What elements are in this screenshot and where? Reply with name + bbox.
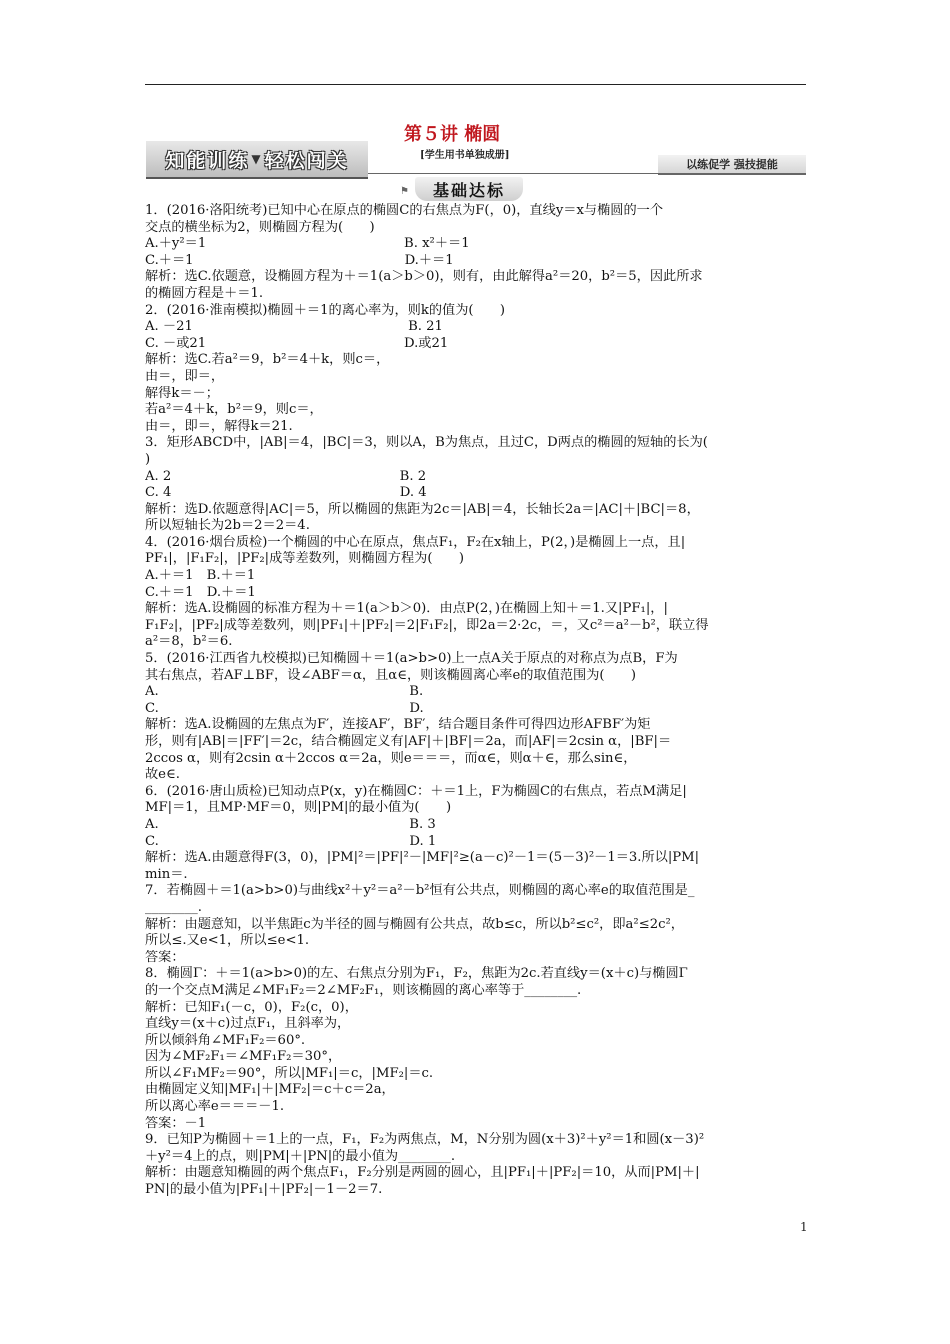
text-line: PN|的最小值为|PF₁|＋|PF₂|－1－2＝7. xyxy=(145,1182,383,1198)
text-line: 解析：由题意知，以半焦距c为半径的圆与椭圆有公共点，故b≤c，所以b²≤c²，即a²≤2c²， xyxy=(145,916,684,932)
text-line: 的一个交点M满足∠MF₁F₂＝2∠MF₂F₁，则该椭圆的离心率等于________. xyxy=(145,982,582,998)
text-line: A. B. xyxy=(145,684,424,700)
text-line: 3．矩形ABCD中，|AB|＝4，|BC|＝3，则以A，B为焦点，且过C，D两点的椭圆的短轴的长为( xyxy=(145,435,708,451)
text-line: A.＋y²＝1 B. x²＋＝1 xyxy=(145,236,470,252)
text-line: C. －或21 D.或21 xyxy=(145,335,449,351)
page-number: 1 xyxy=(800,1220,808,1234)
text-line: 由＝，即＝， xyxy=(145,368,225,384)
top-rule xyxy=(145,84,806,85)
text-line: 解析：选A.由题意得F(3，0)，|PM|²＝|PF|²－|MF|²≥(a－c)²－1＝(5－3)²－1＝3.所以|PM| xyxy=(145,850,700,866)
text-line: C.＋＝1 D.＋＝1 xyxy=(145,584,256,600)
text-line: 直线y＝(x＋c)过点F₁，且斜率为， xyxy=(145,1016,351,1032)
text-line: 1．(2016·洛阳统考)已知中心在原点的椭圆C的右焦点为F(，0)，直线y＝x与椭圆的一个 xyxy=(145,203,664,218)
text-line: 的椭圆方程是＋＝1. xyxy=(145,285,264,301)
text-line: A.＋＝1 B.＋＝1 xyxy=(145,568,256,584)
text-line: 9．已知P为椭圆＋＝1上的一点，F₁，F₂为两焦点，M，N分别为圆(x＋3)²＋y²＝1和圆(x－3)² xyxy=(145,1132,705,1148)
text-line: 2．(2016·淮南模拟)椭圆＋＝1的离心率为，则k的值为( ) xyxy=(145,302,506,318)
text-line: 答案： xyxy=(145,949,185,965)
slogan: 以练促学 强技提能 xyxy=(658,155,806,175)
text-line: 解析：由题意知椭圆的两个焦点F₁，F₂分别是两圆的圆心，且|PF₁|＋|PF₂|＝10，从而|PM|＋| xyxy=(145,1165,700,1181)
section-title: 基础达标 xyxy=(415,177,523,201)
text-line: 所以∠F₁MF₂＝90°，所以|MF₁|＝c，|MF₂|＝c. xyxy=(145,1065,434,1081)
text-line: C.＋＝1 D.＋＝1 xyxy=(145,252,454,268)
text-line: a²＝8，b²＝6. xyxy=(145,634,233,650)
banner-right-text: 轻松闯关 xyxy=(264,149,349,172)
triangle-down-icon: ▼ xyxy=(251,152,263,166)
text-line: 若a²＝4＋k，b²＝9，则c＝， xyxy=(145,402,323,418)
text-line: 解析：选C.若a²＝9，b²＝4＋k，则c＝， xyxy=(145,352,390,368)
text-line: 答案：－1 xyxy=(145,1115,207,1131)
text-line: PF₁|，|F₁F₂|，|PF₂|成等差数列，则椭圆方程为( ) xyxy=(145,551,464,567)
text-line: C. D. 1 xyxy=(145,833,437,849)
decorative-flag-icon: ⚑ xyxy=(400,186,409,197)
text-line: 6．(2016·唐山质检)已知动点P(x，y)在椭圆C：＋＝1上，F为椭圆C的右焦点，若点M满足| xyxy=(145,783,687,799)
text-line: 由椭圆定义知|MF₁|＋|MF₂|＝c＋c＝2a， xyxy=(145,1082,395,1098)
text-line: 8．椭圆Γ：＋＝1(a>b>0)的左、右焦点分别为F₁，F₂，焦距为2c.若直线y＝(x＋c)与椭圆Γ xyxy=(145,966,688,982)
text-line: 因为∠MF₂F₁＝∠MF₁F₂＝30°， xyxy=(145,1049,342,1065)
text-line: 所以短轴长为2b＝2＝2＝4. xyxy=(145,518,310,534)
text-line: 5．(2016·江西省九校模拟)已知椭圆＋＝1(a>b>0)上一点A关于原点的对称点为点B，F为 xyxy=(145,651,678,667)
text-line: ) xyxy=(145,451,151,467)
header-divider xyxy=(368,173,658,174)
text-line: MF|＝1，且MP·MF＝0，则|PM|的最小值为( ) xyxy=(145,800,452,816)
text-line: ________. xyxy=(145,899,202,915)
text-line: 所以离心率e＝＝＝－1. xyxy=(145,1099,285,1115)
text-line: C. D. xyxy=(145,700,424,716)
text-line: 故e∈. xyxy=(145,767,180,783)
chapter-title: 第５讲 椭圆 xyxy=(404,124,501,145)
text-line: 所以倾斜角∠MF₁F₂＝60°. xyxy=(145,1032,306,1048)
text-line: 解析：选D.依题意得|AC|＝5，所以椭圆的焦距为2c＝|AB|＝4，长轴长2a＝|AC|＋|BC|＝8， xyxy=(145,501,700,517)
text-line: ＋y²＝4上的点，则|PM|＋|PN|的最小值为________. xyxy=(145,1148,456,1164)
header-banner xyxy=(146,141,368,179)
text-line: 解析：选C.依题意，设椭圆方程为＋＝1(a＞b＞0)，则有，由此解得a²＝20，b²＝5，因此所求 xyxy=(145,269,703,285)
text-line: C. 4 D. 4 xyxy=(145,485,427,501)
banner-left-text: 知能训练 xyxy=(165,149,250,172)
text-line: 交点的横坐标为2，则椭圆方程为( ) xyxy=(145,219,375,235)
text-line: 解析：选A.设椭圆的左焦点为F′，连接AF′，BF′，结合题目条件可得四边形AFBF′为矩 xyxy=(145,717,651,733)
text-line: A. B. 3 xyxy=(145,816,436,832)
text-line: A. 2 B. 2 xyxy=(145,468,427,484)
text-line: 2ccos α，则有2csin α＋2ccos α＝2a，则e＝＝＝，而α∈，则α＋∈，那么sin∈， xyxy=(145,750,637,766)
text-line: A. －21 B. 21 xyxy=(145,319,443,335)
chapter-subtitle: [学生用书单独成册] xyxy=(420,150,510,161)
text-line: 形，则有|AB|＝|FF′|＝2c，结合椭圆定义有|AF|＋|BF|＝2a，而|AF|＝2csin α，|BF|＝ xyxy=(145,734,672,749)
text-line: 解得k＝－； xyxy=(145,385,219,401)
text-line: 所以≤.又e<1，所以≤e<1. xyxy=(145,933,310,949)
text-line: min＝. xyxy=(145,866,188,882)
text-line: F₁F₂|，|PF₂|成等差数列，则|PF₁|＋|PF₂|＝2|F₁F₂|，即2a＝2·2c，＝，又c²＝a²－b²，联立得 xyxy=(145,617,709,633)
text-line: 解析：选A.设椭圆的标准方程为＋＝1(a＞b＞0)．由点P(2，)在椭圆上知＋＝1.又|PF₁|，| xyxy=(145,601,668,617)
text-line: 解析：已知F₁(－c，0)，F₂(c，0)， xyxy=(145,999,358,1015)
text-line: 由＝，即＝，解得k＝21. xyxy=(145,418,293,434)
text-line: 其右焦点，若AF⊥BF，设∠ABF＝α，且α∈，则该椭圆离心率e的取值范围为( ) xyxy=(145,667,637,683)
text-line: 4．(2016·烟台质检)一个椭圆的中心在原点，焦点F₁，F₂在x轴上，P(2，)是椭圆上一点，且| xyxy=(145,534,686,550)
document-body xyxy=(145,203,807,1199)
text-line: 7．若椭圆＋＝1(a>b>0)与曲线x²＋y²＝a²－b²恒有公共点，则椭圆的离心率e的取值范围是_ xyxy=(145,883,695,899)
